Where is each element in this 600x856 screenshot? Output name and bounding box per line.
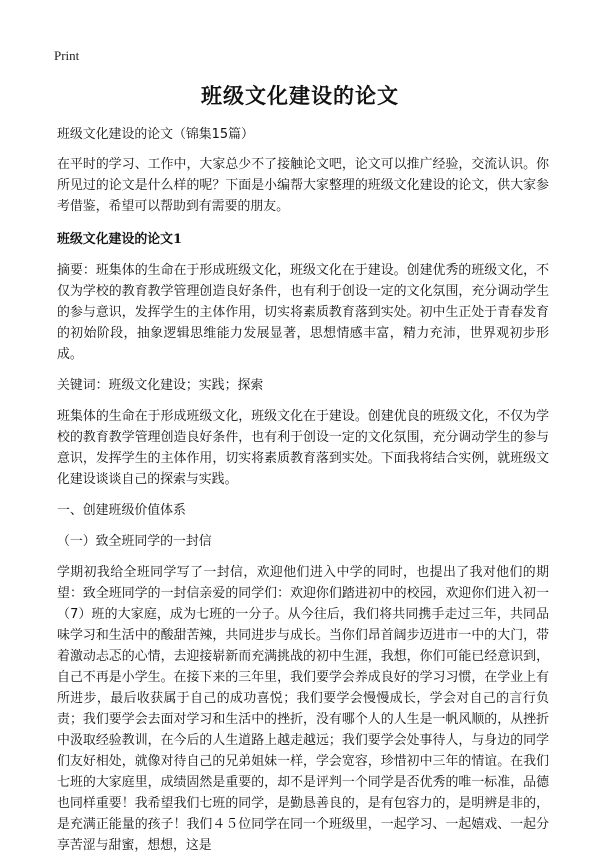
- letter-paragraph: 学期初我给全班同学写了一封信，欢迎他们进入中学的同时，也提出了我对他们的期望：致全班同学的一封信亲爱的同学们：欢迎你们踏进初中的校园，欢迎你们进入初一（7）班的大家庭，成为七班的一分子。从今往后，我们将共同携手走过三年，共同品味学习和生活中的酸甜苦辣，共同进步与成长。当你们昂首阔步迈进市一中的大门，带着激动忐忑的心情，去迎接崭新而充满挑战的初中生涯，我想，你们可能已经意识到，自己不再是小学生。在接下来的三年里，我们要学会养成良好的学习习惯，在学业上有所进步，最后收获属于自己的成功喜悦；我们要学会慢慢成长，学会对自己的言行负责；我们要学会去面对学习和生活中的挫折，没有哪个人的人生是一帆风顺的，从挫折中汲取经验教训，在今后的人生道路上越走越远；我们要学会处事待人，与身边的同学们友好相处，就像对待自己的兄弟姐妹一样，学会宽容，珍惜初中三年的情谊。在我们七班的大家庭里，成绩固然是重要的，却不是评判一个同学是否优秀的唯一标准，品德也同样重要！我希望我们七班的同学，是勤恳善良的，是有包容力的，是明辨是非的，是充满正能量的孩子！我们４５位同学在同一个班级里，一起学习、一起嬉戏、一起分享苦涩与甜蜜，想想，这是: [57, 565, 549, 853]
- print-label: Print: [54, 48, 80, 63]
- heading-letter: （一）致全班同学的一封信: [57, 534, 212, 549]
- intro-paragraph: 在平时的学习、工作中，大家总少不了接触论文吧，论文可以推广经验，交流认识。你所见过的论文是什么样的呢？下面是小编帮大家整理的班级文化建设的论文，供大家参考借鉴，希望可以帮助到有需要的朋友。: [57, 157, 549, 214]
- body-paragraph: 班集体的生命在于形成班级文化，班级文化在于建设。创建优良的班级文化，不仅为学校的教育教学管理创造良好条件，也有利于创设一定的文化氛围，充分调动学生的参与意识，发挥学生的主体作用，切实将素质教育落到实处。下面我将结合实例，就班级文化建设谈谈自己的探索与实践。: [57, 409, 549, 487]
- document-body: [57, 124, 549, 856]
- abstract-paragraph: 摘要：班集体的生命在于形成班级文化，班级文化在于建设。创建优秀的班级文化，不仅为学校的教育教学管理创造良好条件，也有利于创设一定的文化氛围，充分调动学生的参与意识，发挥学生的主体作用，切实将素质教育落到实处。初中生正处于青春发育的初始阶段，抽象逻辑思维能力发展显著，思想情感丰富，精力充沛，世界观初步形成。: [57, 263, 549, 362]
- section-title: 班级文化建设的论文1: [57, 232, 182, 247]
- page-title: 班级文化建设的论文: [201, 84, 399, 108]
- document-subtitle: 班级文化建设的论文（锦集15篇）: [57, 127, 254, 142]
- heading-value-system: 一、创建班级价值体系: [57, 503, 186, 518]
- keywords-line: 关键词：班级文化建设；实践；探索: [57, 378, 264, 393]
